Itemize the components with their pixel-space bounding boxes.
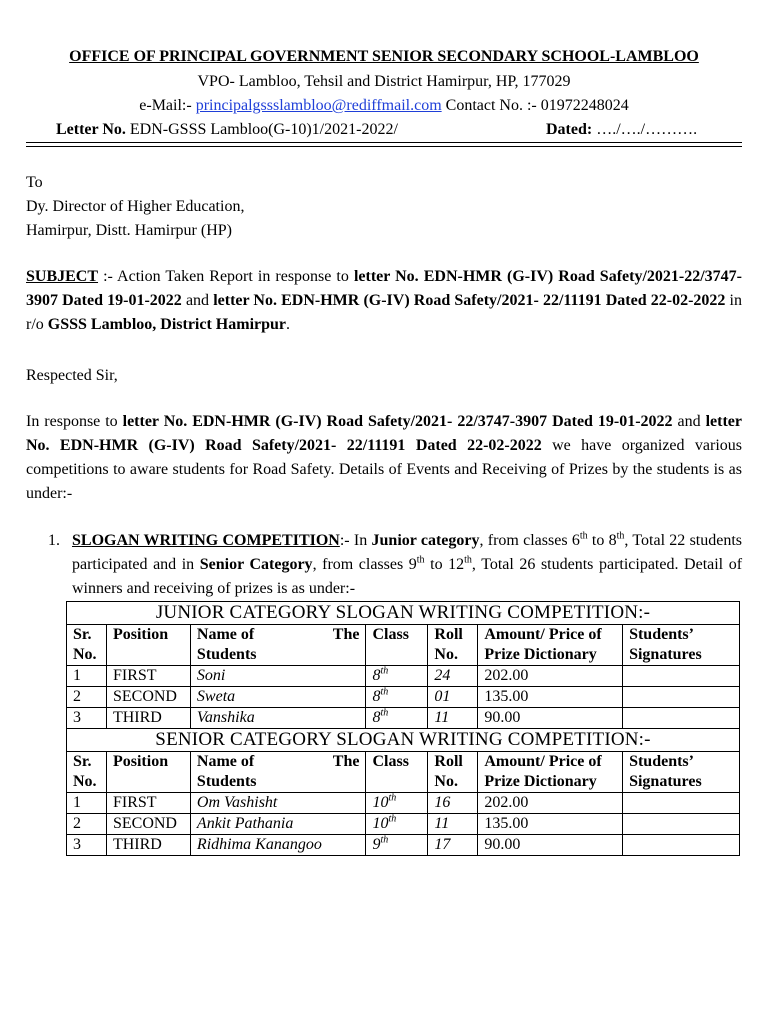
junior-category-title: JUNIOR CATEGORY SLOGAN WRITING COMPETITION:-	[67, 602, 740, 625]
cell-position: FIRST	[106, 793, 190, 814]
cell-amount: 90.00	[478, 708, 623, 729]
header-name-part: The	[332, 753, 360, 770]
letter-number-label: Letter No.	[56, 121, 126, 138]
subject-mid: in r/o	[26, 292, 742, 333]
cell-class	[366, 666, 428, 687]
header-signatures: Students’ Signatures	[623, 625, 740, 666]
header-sr: Sr. No.	[67, 752, 107, 793]
header-position: Position	[106, 752, 190, 793]
cell-roll: 01	[428, 687, 478, 708]
cell-position: THIRD	[106, 708, 190, 729]
cell-signature	[623, 835, 740, 856]
class-number: 8	[372, 667, 381, 684]
desc-text-7: , Total 26 students participated. Detail of winners and receiving of prizes is as under:-	[72, 556, 743, 597]
cell-roll: 16	[428, 793, 478, 814]
cell-sr: 3	[67, 708, 107, 729]
cell-signature	[623, 814, 740, 835]
cell-class	[366, 708, 428, 729]
senior-category-label: Senior Category	[199, 556, 313, 573]
letter-number	[56, 121, 398, 138]
header-amount: Amount/ Price of Prize Dictionary	[478, 752, 623, 793]
header-class: Class	[366, 625, 428, 666]
ordinal-suffix: th	[616, 530, 625, 542]
cell-amount: 135.00	[478, 814, 623, 835]
addressee-block	[26, 171, 742, 243]
table-header-row	[67, 625, 740, 666]
ordinal-suffix: th	[464, 554, 472, 566]
table-header-row	[67, 752, 740, 793]
cell-signature	[623, 793, 740, 814]
header-roll: Roll No.	[428, 625, 478, 666]
header-divider-thin	[26, 146, 742, 147]
cell-signature	[623, 666, 740, 687]
desc-text-5: , from classes 9	[312, 556, 417, 573]
cell-roll: 17	[428, 835, 478, 856]
cell-sr: 1	[67, 793, 107, 814]
cell-name: Ankit Pathania	[190, 814, 366, 835]
letter-number-row	[56, 120, 742, 140]
subject-text: :- Action Taken Report in response to	[98, 268, 354, 285]
subject-ref-2: letter No. EDN-HMR (G-IV) Road Safety/2021- 22/11191 Dated 22-02-2022	[213, 292, 726, 309]
cell-amount: 90.00	[478, 835, 623, 856]
salutation: Respected Sir,	[26, 367, 118, 384]
table-row	[67, 687, 740, 708]
class-suffix: th	[388, 813, 397, 825]
cell-class	[366, 835, 428, 856]
header-name	[190, 625, 366, 666]
header-name-part: Students	[196, 773, 257, 790]
table-row	[67, 708, 740, 729]
cell-name: Ridhima Kanangoo	[190, 835, 366, 856]
addressee-line-1: Dy. Director of Higher Education,	[26, 198, 245, 215]
subject-school: GSSS Lambloo, District Hamirpur	[47, 316, 287, 333]
cell-position: SECOND	[106, 687, 190, 708]
header-name-part: The	[332, 626, 360, 643]
office-title: OFFICE OF PRINCIPAL GOVERNMENT SENIOR SECONDARY SCHOOL-LAMBLOO	[69, 48, 699, 65]
class-suffix: th	[380, 686, 389, 698]
email-label: e-Mail:-	[139, 97, 196, 114]
list-number: 1.	[48, 532, 60, 549]
addressee-line-2: Hamirpur, Distt. Hamirpur (HP)	[26, 222, 232, 239]
cell-signature	[623, 687, 740, 708]
body-and: and	[672, 413, 706, 430]
cell-sr: 3	[67, 835, 107, 856]
table-row	[67, 793, 740, 814]
header-amount: Amount/ Price of Prize Dictionary	[478, 625, 623, 666]
cell-signature	[623, 708, 740, 729]
dated-value: …./…./……….	[592, 121, 698, 138]
body-end: we have organized various competitions to aware students for Road Safety. Details of Events and Receiving of Prizes by the students is as under:-	[26, 437, 743, 502]
subject-end: .	[286, 316, 291, 333]
contact-line	[26, 96, 742, 116]
header-roll: Roll No.	[428, 752, 478, 793]
body-ref-1: letter No. EDN-HMR (G-IV) Road Safety/2021- 22/3747-3907 Dated 19-01-2022	[122, 413, 673, 430]
desc-text-4: , Total 22 students participated and in	[72, 532, 743, 573]
cell-class	[366, 793, 428, 814]
header-signatures: Students’ Signatures	[623, 752, 740, 793]
body-paragraph	[26, 410, 742, 506]
subject-ref-1: letter No. EDN-HMR (G-IV) Road Safety/2021-22/3747-3907 Dated 19-01-2022	[26, 268, 743, 309]
class-suffix: th	[380, 707, 389, 719]
ordinal-suffix: th	[416, 554, 425, 566]
cell-sr: 2	[67, 814, 107, 835]
subject-paragraph	[26, 265, 742, 337]
class-number: 10	[372, 794, 389, 811]
office-address: VPO- Lambloo, Tehsil and District Hamirpur, HP, 177029	[197, 73, 571, 90]
desc-text-3: to 8	[587, 532, 617, 549]
header-name	[190, 752, 366, 793]
cell-amount: 135.00	[478, 687, 623, 708]
cell-roll: 24	[428, 666, 478, 687]
cell-name: Soni	[190, 666, 366, 687]
ordinal-suffix: th	[579, 530, 588, 542]
header-position: Position	[106, 625, 190, 666]
header-class: Class	[366, 752, 428, 793]
class-suffix: th	[380, 665, 389, 677]
subject-and: and	[181, 292, 214, 309]
desc-text-2: , from classes 6	[479, 532, 580, 549]
email-link[interactable]: principalgssslambloo@rediffmail.com	[195, 97, 442, 114]
header-name-part: Students	[196, 646, 257, 663]
table-row	[67, 814, 740, 835]
header-name-part: Name of	[196, 626, 255, 643]
category-title-row	[67, 729, 740, 752]
cell-class	[366, 687, 428, 708]
cell-roll: 11	[428, 814, 478, 835]
class-number: 9	[372, 836, 381, 853]
cell-roll: 11	[428, 708, 478, 729]
class-number: 10	[372, 815, 389, 832]
class-number: 8	[372, 688, 381, 705]
body-ref-2: letter No. EDN-HMR (G-IV) Road Safety/2021- 22/11191 Dated 22-02-2022	[26, 413, 742, 454]
table-row	[67, 666, 740, 687]
cell-name: Sweta	[190, 687, 366, 708]
cell-name: Om Vashisht	[190, 793, 366, 814]
subject-label: SUBJECT	[26, 268, 99, 285]
class-suffix: th	[380, 834, 389, 846]
table-row	[67, 835, 740, 856]
dated-label: Dated:	[546, 121, 593, 138]
competition-title: SLOGAN WRITING COMPETITION	[72, 532, 340, 549]
dated-field	[546, 120, 697, 140]
cell-amount: 202.00	[478, 793, 623, 814]
letter-number-value: EDN-GSSS Lambloo(G-10)1/2021-2022/	[125, 121, 398, 138]
cell-class	[366, 814, 428, 835]
header-sr: Sr. No.	[67, 625, 107, 666]
cell-position: THIRD	[106, 835, 190, 856]
prize-table	[66, 601, 740, 856]
class-number: 8	[372, 709, 381, 726]
desc-text-6: to 12	[424, 556, 465, 573]
header-name-part: Name of	[196, 753, 255, 770]
junior-category-label: Junior category	[371, 532, 480, 549]
cell-name: Vanshika	[190, 708, 366, 729]
senior-category-title: SENIOR CATEGORY SLOGAN WRITING COMPETITION:-	[67, 729, 740, 752]
desc-text-1: :- In	[339, 532, 372, 549]
header-divider	[26, 142, 742, 143]
cell-position: SECOND	[106, 814, 190, 835]
contact-number: Contact No. :- 01972248024	[441, 97, 629, 114]
class-suffix: th	[388, 792, 397, 804]
cell-sr: 2	[67, 687, 107, 708]
category-title-row	[67, 602, 740, 625]
addressee-to: To	[26, 174, 43, 191]
cell-amount: 202.00	[478, 666, 623, 687]
cell-position: FIRST	[106, 666, 190, 687]
competition-description	[72, 529, 742, 601]
body-start: In response to	[26, 413, 123, 430]
cell-sr: 1	[67, 666, 107, 687]
